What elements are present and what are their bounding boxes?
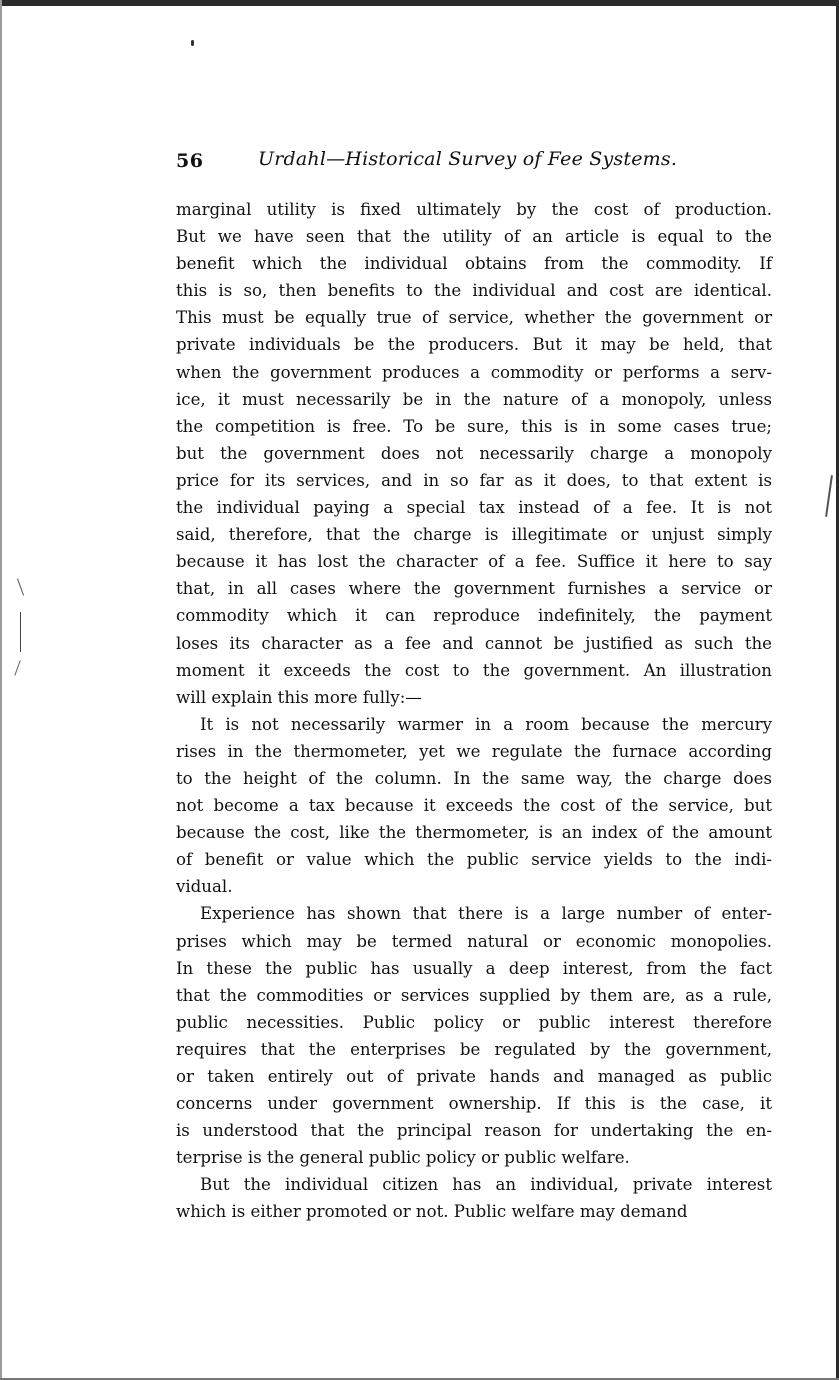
text-line: rises in the thermometer, yet we regulate the furnace according bbox=[176, 741, 772, 761]
scan-border-top bbox=[0, 0, 839, 6]
text-line: this is so, then benefits to the individual and cost are identical. bbox=[176, 281, 772, 301]
text-line: This must be equally true of service, whether the government or bbox=[176, 308, 772, 328]
running-head: Urdahl—Historical Survey of Fee Systems. bbox=[258, 148, 678, 170]
text-line: benefit which the individual obtains from the commodity. If bbox=[176, 254, 772, 274]
scan-border-left bbox=[0, 0, 2, 1380]
text-line: is understood that the principal reason for undertaking the en- bbox=[176, 1121, 772, 1141]
text-line: because it has lost the character of a fee. Suffice it here to say bbox=[176, 552, 772, 572]
text-line: but the government does not necessarily charge a monopoly bbox=[176, 443, 772, 463]
text-line: said, therefore, that the charge is illegitimate or unjust simply bbox=[176, 525, 772, 545]
text-line: private individuals be the producers. But it may be held, that bbox=[176, 335, 772, 355]
text-line: public necessities. Public policy or public interest therefore bbox=[176, 1012, 772, 1032]
margin-mark bbox=[14, 660, 20, 675]
text-line: In these the public has usually a deep interest, from the fact bbox=[176, 958, 772, 978]
text-line: vidual. bbox=[176, 877, 233, 897]
text-line: loses its character as a fee and cannot be justified as such the bbox=[176, 633, 772, 653]
text-line: marginal utility is fixed ultimately by the cost of production. bbox=[176, 200, 772, 219]
text-line: But the individual citizen has an individual, private interest bbox=[200, 1175, 772, 1195]
page-header bbox=[176, 148, 776, 178]
text-line: terprise is the general public policy or public welfare. bbox=[176, 1148, 630, 1168]
text-line: It is not necessarily warmer in a room because the mercury bbox=[200, 714, 772, 734]
text-line: price for its services, and in so far as it does, to that extent is bbox=[176, 470, 772, 490]
page-number: 56 bbox=[176, 150, 204, 172]
ink-speck bbox=[191, 40, 194, 46]
text-line: ice, it must necessarily be in the nature of a monopoly, unless bbox=[176, 389, 772, 409]
margin-mark bbox=[825, 475, 833, 517]
text-line: concerns under government ownership. If this is the case, it bbox=[176, 1094, 772, 1114]
paragraph bbox=[176, 711, 772, 901]
text-line: the competition is free. To be sure, this is in some cases true; bbox=[176, 416, 772, 436]
text-line: when the government produces a commodity or performs a serv- bbox=[176, 362, 772, 382]
text-line: But we have seen that the utility of an article is equal to the bbox=[176, 227, 772, 247]
margin-mark bbox=[17, 578, 24, 595]
text-line: prises which may be termed natural or economic monopolies. bbox=[176, 931, 772, 951]
text-line: that the commodities or services supplied by them are, as a rule, bbox=[176, 985, 772, 1005]
text-line: which is either promoted or not. Public welfare may demand bbox=[176, 1202, 688, 1222]
text-line: to the height of the column. In the same way, the charge does bbox=[176, 768, 772, 788]
text-line: requires that the enterprises be regulated by the government, bbox=[176, 1039, 772, 1059]
text-line: moment it exceeds the cost to the government. An illustration bbox=[176, 660, 772, 680]
text-line: because the cost, like the thermometer, is an index of the amount bbox=[176, 823, 772, 843]
paragraph bbox=[176, 196, 772, 711]
text-line: not become a tax because it exceeds the cost of the service, but bbox=[176, 796, 772, 816]
text-line: that, in all cases where the government furnishes a service or bbox=[176, 579, 772, 599]
text-line: Experience has shown that there is a large number of enter- bbox=[200, 904, 772, 924]
text-line: will explain this more fully:— bbox=[176, 687, 422, 707]
text-line: commodity which it can reproduce indefinitely, the payment bbox=[176, 606, 772, 626]
text-line: the individual paying a special tax instead of a fee. It is not bbox=[176, 498, 772, 518]
paragraph bbox=[176, 1171, 772, 1225]
paragraph bbox=[176, 900, 772, 1171]
body-text bbox=[176, 196, 772, 1226]
text-line: or taken entirely out of private hands and managed as public bbox=[176, 1067, 772, 1086]
margin-mark bbox=[20, 612, 21, 652]
text-line: of benefit or value which the public service yields to the indi- bbox=[176, 850, 772, 870]
